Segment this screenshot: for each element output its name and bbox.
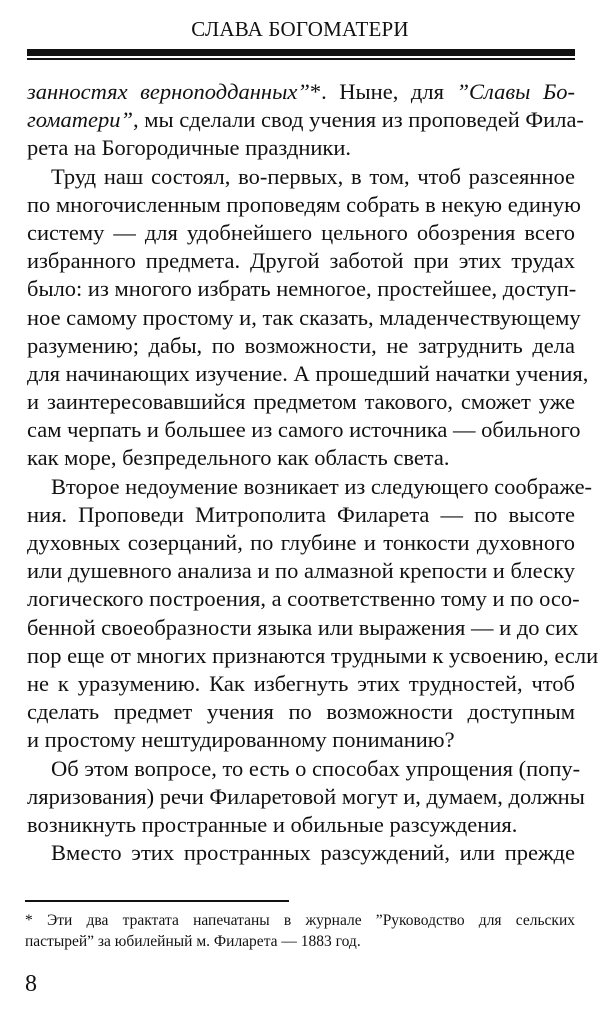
footnote-rule bbox=[25, 900, 289, 902]
italic-title: ”Славы Бо- bbox=[456, 79, 575, 104]
text-line: Труд наш состоял, во-первых, в том, чтоб разсеянное bbox=[51, 163, 575, 189]
text-line bbox=[27, 78, 575, 106]
text-line: Вместо этих пространных разсуждений, или прежде bbox=[51, 840, 575, 866]
header-rule-thick bbox=[27, 49, 575, 56]
running-head-title: СЛАВА БОГОМАТЕРИ bbox=[191, 17, 409, 41]
text-line: ляризования) речи Филаретовой могут и, думаем, должны bbox=[27, 783, 585, 809]
text-line bbox=[27, 106, 584, 134]
text-span: , мы сделали свод учения из проповедей Фила- bbox=[133, 107, 584, 133]
text-line: сделать предмет учения по возможности доступным bbox=[27, 699, 575, 725]
text-line: Об этом вопросе, то есть о способах упрощения (попу- bbox=[51, 755, 581, 781]
text-line: как море, безпредельного как область света. bbox=[27, 445, 450, 471]
text-line: и простому нештудированному пониманию? bbox=[27, 727, 455, 753]
text-line: не к уразумению. Как избегнуть этих трудностей, чтоб bbox=[27, 670, 575, 696]
text-line: было: из многого избрать немногое, простейшее, доступ- bbox=[27, 276, 577, 302]
page-number: 8 bbox=[25, 971, 37, 997]
text-line: пор еще от многих признаются трудными к усвоению, если bbox=[27, 642, 599, 668]
text-line: сам черпать и большее из самого источника — обильного bbox=[27, 417, 581, 443]
text-line: ния. Проповеди Митрополита Филарета — по высоте bbox=[27, 501, 575, 527]
footnote-line: * Эти два трактата напечатаны в журнале ”Руководство для сельских bbox=[25, 912, 575, 929]
text-line: или душевного анализа и по алмазной крепости и блеску bbox=[27, 558, 575, 584]
text-line: Второе недоумение возникает из следующего соображе- bbox=[51, 473, 593, 499]
text-line: и заинтересовавшийся предметом такового, сможет уже bbox=[27, 389, 575, 415]
italic-title: гоматери” bbox=[27, 107, 134, 133]
text-line: возникнуть пространные и обильные разсуждения. bbox=[27, 811, 518, 837]
text-line: логического построения, а соответственно тому и по осо- bbox=[27, 586, 580, 612]
text-line: по многочисленным проповедям собрать в некую единую bbox=[27, 191, 581, 217]
footnote-line: пастырей” за юбилейный м. Филарета — 1883 год. bbox=[25, 933, 361, 950]
text-line: духовных созерцаний, по глубине и тонкости духовного bbox=[27, 530, 575, 555]
text-line: разумению; дабы, по возможности, не затруднить дела bbox=[27, 332, 575, 358]
italic-citation: занностях верноподданных” bbox=[27, 79, 310, 104]
text-line: рета на Богородичные праздники. bbox=[27, 135, 352, 161]
text-line: избранного предмета. Другой заботой при этих трудах bbox=[27, 248, 575, 274]
text-line: бенной своеобразности языка или выражения — и до сих bbox=[27, 614, 579, 640]
body-text bbox=[27, 78, 599, 867]
header-rule-thin bbox=[27, 58, 575, 60]
text-line: систему — для удобнейшего цельного обозрения всего bbox=[27, 219, 575, 245]
text-span: *. Ныне, для bbox=[309, 79, 457, 104]
text-line: ное самому простому и, так сказать, младенчествующему bbox=[27, 304, 581, 330]
footnote bbox=[25, 910, 575, 952]
text-line: для начинающих изучение. А прошедший начатки учения, bbox=[27, 360, 589, 386]
